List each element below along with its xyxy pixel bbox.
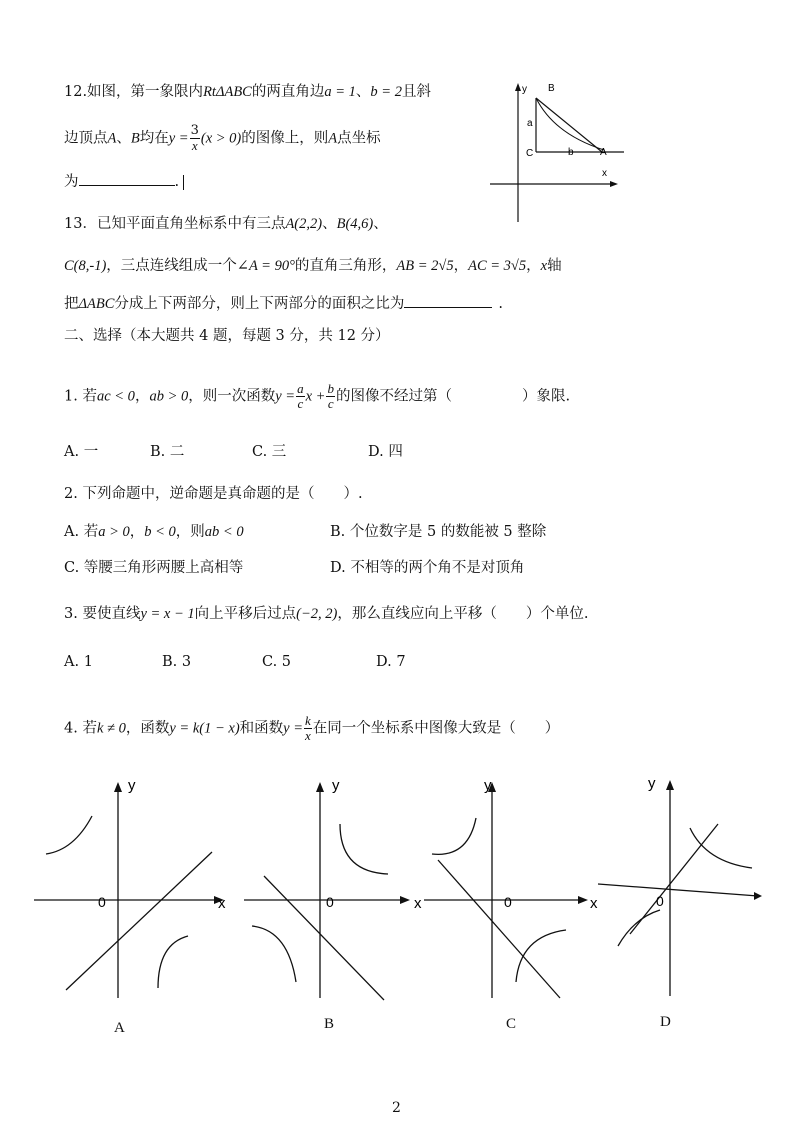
c2-text: A. 若	[64, 524, 99, 540]
graph-b-y: y	[332, 777, 340, 794]
graph-a-x: x	[218, 895, 226, 912]
graph-b[interactable]	[240, 776, 440, 1006]
q13-pt-a: A(2,2)	[285, 216, 323, 232]
c3-stem	[64, 604, 588, 624]
q12-fig-bb: b	[568, 147, 574, 158]
q13-x: x	[540, 258, 548, 274]
c4-y-eq: y =	[283, 720, 304, 737]
c3-option-c[interactable]: C. 5	[262, 654, 292, 670]
q13-angle: ∠A = 90°	[236, 258, 295, 274]
c2-option-d[interactable]: D. 不相等的两个角不是对顶角	[330, 560, 525, 576]
c2-text: ，则	[175, 524, 205, 540]
q13-answer-blank[interactable]	[404, 292, 492, 308]
c1-frac1	[296, 382, 305, 411]
c1-option-d[interactable]: D. 四	[368, 444, 403, 460]
c1-y-eq: y =	[275, 388, 296, 405]
q12-line3	[64, 170, 184, 192]
q13-text: 轴	[547, 258, 562, 274]
q12-text: .	[174, 174, 180, 190]
c3-point: (−2, 2)	[296, 606, 338, 622]
q12-text: 的两直角边	[251, 84, 325, 100]
c4-stem	[64, 714, 559, 743]
q12-y-eq: y =	[168, 130, 189, 147]
graph-c-o: 0	[504, 894, 512, 910]
c1-f1-num: a	[297, 381, 304, 396]
q12-line1	[64, 82, 431, 102]
c2-text: ，	[129, 524, 145, 540]
q12-text: 点坐标	[337, 130, 381, 147]
q13-pt-b: B(4,6)	[336, 216, 374, 232]
c3-option-b[interactable]: B. 3	[162, 654, 192, 670]
c1-option-c[interactable]: C. 三	[252, 444, 287, 460]
graph-d[interactable]	[594, 774, 774, 1004]
q12-b-eq: b = 2	[370, 84, 402, 100]
q13-text: 的直角三角形，	[294, 258, 397, 274]
q12-fig-aa: A	[600, 147, 607, 158]
q12-pt-a: A	[107, 130, 117, 147]
graph-c-y: y	[484, 777, 492, 794]
q12-text: 12.如图，第一象限内	[64, 84, 204, 100]
q12-text: 边顶点	[64, 130, 108, 147]
c1-text: ，则一次函数	[188, 388, 276, 405]
q12-text: 均在	[139, 130, 169, 147]
c4-text: 在同一个坐标系中图像大致是（ ）	[312, 720, 560, 737]
c4-text: 和函数	[239, 720, 284, 737]
q12-text: 为	[64, 174, 79, 190]
q12-answer-blank[interactable]	[79, 170, 175, 186]
q13-sep: 、	[373, 216, 388, 232]
section-title: 二、选择（本大题共 4 题，每题 3 分，共 12 分）	[64, 328, 390, 344]
graph-a-label: A	[114, 1020, 125, 1036]
c1-sep: ，	[134, 388, 150, 405]
q12-fig-c: C	[526, 148, 534, 159]
q13-line2	[64, 256, 562, 276]
c1-f2-num: b	[327, 381, 334, 396]
q13-line1	[64, 214, 388, 234]
graph-d-o: 0	[656, 893, 664, 909]
q13-sep: 、	[322, 216, 337, 232]
q12-pt-b: B	[130, 130, 140, 147]
q12-fig-y: y	[522, 84, 527, 95]
c4-f-num: k	[305, 713, 311, 728]
q12-sep: 、	[355, 84, 371, 100]
c4-text: ，函数	[125, 720, 170, 737]
q12-text: 的图像上，则	[241, 130, 329, 147]
graph-c-x: x	[590, 895, 598, 912]
c4-f1: y = k(1 − x)	[169, 720, 240, 737]
graph-a[interactable]	[30, 776, 230, 1006]
q13-text: ，三点连线组成一个	[106, 258, 237, 274]
c1-text: 的图像不经过第（	[335, 388, 452, 405]
c1-f2-den: c	[327, 396, 334, 411]
c1-x-plus: x +	[305, 388, 326, 405]
q12-fig-x: x	[602, 168, 607, 179]
q12-tri: ΔABC	[215, 84, 252, 100]
text-cursor	[183, 175, 184, 190]
q12-fraction	[190, 124, 200, 153]
q13-tri: ΔABC	[78, 296, 115, 312]
graph-a-o: 0	[98, 894, 106, 910]
q12-num: 3	[190, 123, 199, 138]
q12-line2: 边顶点A、B均在y = $\frac{3}{x}$ (x > 0)的图像上，则A点坐标	[64, 123, 381, 153]
q13-ac: AC = 3√5	[468, 258, 527, 274]
graph-d-label: D	[660, 1014, 671, 1030]
c4-k: k ≠ 0	[96, 720, 126, 737]
c1-cond1: ac < 0	[96, 388, 135, 405]
c2-ab-neg: ab < 0	[204, 524, 244, 540]
c4-text: 4. 若	[64, 720, 97, 737]
q13-text: 分成上下两部分，则上下两部分的面积之比为	[114, 296, 405, 312]
graph-a-y: y	[128, 777, 136, 794]
graph-b-x: x	[414, 895, 422, 912]
graph-b-label: B	[324, 1016, 335, 1032]
c2-option-b[interactable]: B. 个位数字是 5 的数能被 5 整除	[330, 524, 547, 540]
c2-stem: 2. 下列命题中，逆命题是真命题的是（ ）.	[64, 486, 363, 502]
c1-option-b[interactable]: B. 二	[150, 444, 185, 460]
q12-pt-a2: A	[328, 130, 338, 147]
page-number: 2	[392, 1100, 401, 1116]
c3-option-d[interactable]: D. 7	[376, 654, 406, 670]
q12-fig-a: a	[527, 118, 533, 129]
c2-a-pos: a > 0	[98, 524, 130, 540]
q13-pt-c: C(8,-1)	[64, 258, 107, 274]
c3-text: 3. 要使直线	[64, 606, 141, 622]
q13-text: 把	[64, 296, 79, 312]
q13-text: .	[498, 296, 504, 312]
c1-cond2: ab > 0	[149, 388, 189, 405]
q12-text: 且斜	[401, 84, 431, 100]
c1-stem	[64, 382, 570, 411]
q12-cond: (x > 0)	[200, 130, 242, 147]
q12-a-eq: a = 1	[324, 84, 356, 100]
c4-frac	[304, 714, 312, 743]
c3-text: ，那么直线应向上平移（ ）个单位.	[337, 606, 589, 622]
c2-option-c[interactable]: C. 等腰三角形两腰上高相等	[64, 560, 244, 576]
c1-option-a[interactable]: A. 一	[64, 444, 99, 460]
q13-ab: AB = 2√5	[396, 258, 454, 274]
c3-option-a[interactable]: A. 1	[64, 654, 93, 670]
c4-f-den: x	[305, 728, 311, 743]
q12-fig-b: B	[548, 83, 555, 94]
q12-figure	[486, 80, 636, 230]
graph-c[interactable]	[420, 776, 620, 1006]
q13-text: ，	[453, 258, 469, 274]
c3-line: y = x − 1	[140, 606, 195, 622]
q13-text: ，	[526, 258, 541, 274]
q13-line3	[64, 292, 503, 314]
graph-b-o: 0	[326, 894, 334, 910]
c1-frac2	[326, 382, 335, 411]
c2-b-neg: b < 0	[144, 524, 176, 540]
graph-d-y: y	[648, 775, 656, 792]
c1-f1-den: c	[297, 396, 304, 411]
c1-text: ）象限.	[521, 388, 571, 405]
q13-text: 13．已知平面直角坐标系中有三点	[64, 216, 286, 232]
q12-rt: Rt	[203, 84, 216, 100]
graph-c-label: C	[506, 1016, 517, 1032]
c2-option-a[interactable]	[64, 522, 244, 542]
c1-text: 1. 若	[64, 388, 97, 405]
c3-text: 向上平移后过点	[194, 606, 297, 622]
q12-den: x	[191, 138, 198, 153]
